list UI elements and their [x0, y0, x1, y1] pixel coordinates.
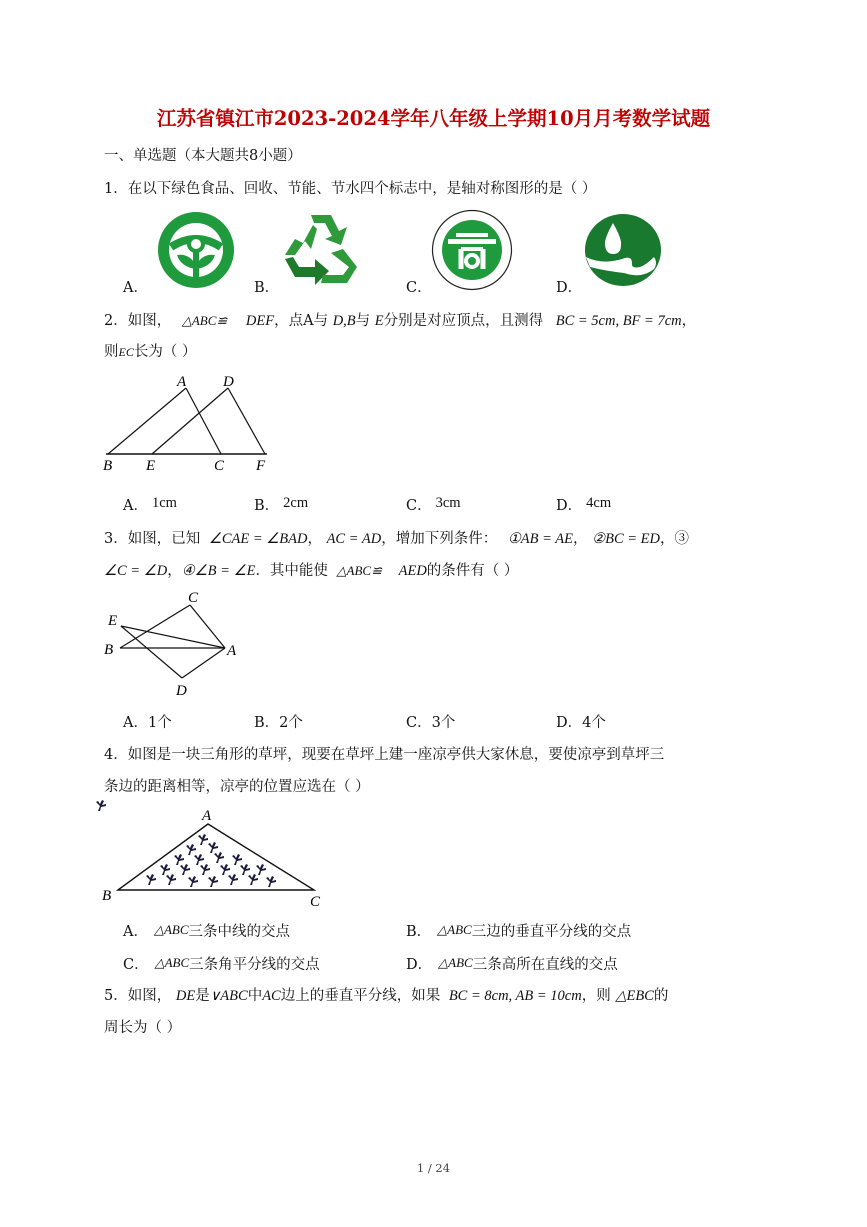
- q2-option-b[interactable]: [254, 494, 308, 515]
- q3-sep: ，: [307, 531, 322, 547]
- document-title: 江苏省镇江市2023-2024学年八年级上学期10月月考数学试题: [156, 107, 711, 130]
- q4-stem-line1: 4．如图是一块三角形的草坪，现要在草坪上建一座凉亭供大家休息，要使凉亭到草坪三: [104, 747, 665, 763]
- q4-option-d-tri: △ABC: [438, 955, 473, 970]
- q3-stem-line2: [104, 561, 518, 581]
- q3-condition-3: ∠C = ∠D: [104, 563, 168, 579]
- q2-text-1: ，点: [274, 313, 304, 329]
- q4-grass-tufts: [96, 800, 106, 811]
- q5-measure: BC = 8cm, AB = 10cm: [448, 988, 582, 1004]
- q3-prefix: 3．如图，已知: [104, 531, 201, 547]
- q4-stem-line2: 条边的距离相等，凉亭的位置应选在（ ）: [104, 779, 370, 795]
- q2-ec: EC: [118, 345, 134, 359]
- q4-option-a-letter: A．: [123, 924, 148, 940]
- q3-label-a: A: [227, 643, 237, 659]
- q2-point-e: E: [374, 313, 384, 329]
- q2-option-c-value: 3cm: [435, 495, 461, 511]
- q1-stem: 1．在以下绿色食品、回收、节能、节水四个标志中，是轴对称图形的是（ ）: [104, 181, 597, 197]
- q5-then: ，则: [581, 988, 611, 1004]
- section-heading: 一、单选题（本大题共8小题）: [104, 148, 302, 164]
- q4-option-c[interactable]: [123, 953, 320, 974]
- q2-text-2: 与: [313, 313, 329, 329]
- q2-line2-b: 长为（ ）: [133, 344, 197, 360]
- q4-option-b[interactable]: [406, 920, 631, 941]
- q2-measure: BC = 5cm, BF = 7cm: [555, 313, 682, 329]
- water-saving-logo-icon: [584, 213, 662, 287]
- q2-label-a: A: [177, 374, 187, 390]
- q2-label-b: B: [103, 458, 113, 474]
- q5-de: DE: [175, 988, 196, 1004]
- q3-stem-line1: [104, 529, 689, 549]
- q2-label-e: E: [146, 458, 156, 474]
- q3-sep-3: ，: [660, 531, 675, 547]
- q4-label-c: C: [310, 894, 321, 910]
- q1-option-b[interactable]: B．: [254, 280, 280, 296]
- q2-point-a: A: [303, 313, 314, 329]
- q2-option-a[interactable]: [123, 494, 177, 515]
- q4-option-b-tri: △ABC: [437, 922, 472, 937]
- q5-is: 是: [195, 988, 210, 1004]
- q3-sep-2: ，: [573, 531, 588, 547]
- q5-tri: ∨ABC: [209, 988, 248, 1004]
- q3-label-c: C: [188, 590, 199, 606]
- q3-congruence-2: AED: [398, 563, 427, 579]
- q4-option-d-text: 三条高所在直线的交点: [472, 957, 618, 973]
- q4-option-d-letter: D．: [406, 957, 433, 973]
- q2-label-f: F: [256, 458, 266, 474]
- q2-option-d[interactable]: [556, 494, 611, 515]
- q2-congruence: △ABC≌: [181, 313, 228, 328]
- q3-condition-2: ②BC = ED: [592, 531, 661, 547]
- q2-line2-a: 则: [104, 344, 119, 360]
- q2-prefix: 2．如图，: [104, 313, 172, 329]
- q2-text-5: ，: [681, 313, 697, 329]
- recycle-logo-icon: [281, 211, 361, 287]
- q3-label-d: D: [176, 683, 187, 699]
- q4-option-a-tri: △ABC: [153, 922, 189, 937]
- q4-option-b-text: 三边的垂直平分线的交点: [471, 924, 632, 940]
- q4-option-c-text: 三条角平分线的交点: [189, 957, 320, 973]
- q3-figure: [100, 588, 250, 700]
- q4-label-b: B: [102, 888, 112, 904]
- page-number: 1 / 24: [416, 1161, 451, 1175]
- q2-stem-line2: [104, 342, 196, 362]
- q2-option-c[interactable]: [406, 494, 461, 515]
- q5-mid: 中: [247, 988, 263, 1004]
- q2-option-b-value: 2cm: [283, 495, 309, 511]
- q4-option-a-text: 三条中线的交点: [188, 924, 291, 940]
- q2-label-c: C: [214, 458, 225, 474]
- q4-option-c-tri: △ABC: [154, 955, 190, 970]
- q5-tri-2: △EBC: [615, 988, 654, 1004]
- q3-option-b[interactable]: B．2个: [254, 715, 303, 731]
- q4-lawn-figure: [100, 806, 330, 910]
- q4-option-a[interactable]: [123, 920, 290, 941]
- q3-line2-mid: ．其中能使: [255, 563, 328, 579]
- q3-given-1: ∠CAE = ∠BAD: [208, 531, 308, 547]
- energy-saving-logo-icon: [431, 209, 513, 291]
- q2-option-b-letter: B．: [254, 498, 280, 514]
- q3-mid: ，增加下列条件：: [381, 531, 498, 547]
- q3-option-a[interactable]: A．1个: [123, 715, 172, 731]
- q3-given-2: AC = AD: [326, 531, 382, 547]
- q3-label-b: B: [104, 642, 114, 658]
- q3-condition-3-num: ③: [674, 531, 690, 547]
- q2-text-3: 与: [355, 313, 371, 329]
- q1-option-d[interactable]: D．: [556, 280, 583, 296]
- q4-option-c-letter: C．: [123, 957, 149, 973]
- q5-ac: AC: [262, 988, 281, 1004]
- q2-option-c-letter: C．: [406, 498, 432, 514]
- q1-option-c[interactable]: C．: [406, 280, 432, 296]
- q5-end: 的: [653, 988, 669, 1004]
- q2-text-4: 分别是对应顶点，且测得: [383, 313, 544, 329]
- green-food-logo-icon: [157, 211, 235, 289]
- q4-option-b-letter: B．: [406, 924, 432, 940]
- q3-condition-1: ①AB = AE: [507, 531, 574, 547]
- q3-label-e: E: [108, 613, 118, 629]
- q2-option-d-letter: D．: [556, 498, 583, 514]
- q3-congruence: △ABC≌: [336, 563, 382, 578]
- q1-option-a[interactable]: A．: [123, 280, 148, 296]
- q2-triangles-figure: [100, 372, 280, 474]
- q4-label-a: A: [202, 808, 212, 824]
- q2-points-db: D,B: [332, 313, 356, 329]
- q2-label-d: D: [223, 374, 234, 390]
- q3-option-d[interactable]: D．4个: [556, 715, 606, 731]
- q3-option-c[interactable]: C．3个: [406, 715, 456, 731]
- q3-sep-4: ，: [167, 563, 182, 579]
- q5-stem-line1: [104, 986, 668, 1006]
- q3-condition-4: ④∠B = ∠E: [181, 563, 256, 579]
- q5-stem-line2: 周长为（ ）: [104, 1020, 182, 1036]
- q5-mid2: 边上的垂直平分线，如果: [280, 988, 441, 1004]
- q3-line2-end: 的条件有（ ）: [426, 563, 519, 579]
- q5-prefix: 5．如图，: [104, 988, 172, 1004]
- q2-congruence-2: DEF: [245, 313, 275, 329]
- q4-option-d[interactable]: [406, 953, 618, 974]
- q2-stem-line1: [104, 311, 696, 331]
- q2-option-a-letter: A．: [123, 498, 148, 514]
- q2-option-a-value: 1cm: [151, 495, 177, 511]
- q2-option-d-value: 4cm: [586, 495, 612, 511]
